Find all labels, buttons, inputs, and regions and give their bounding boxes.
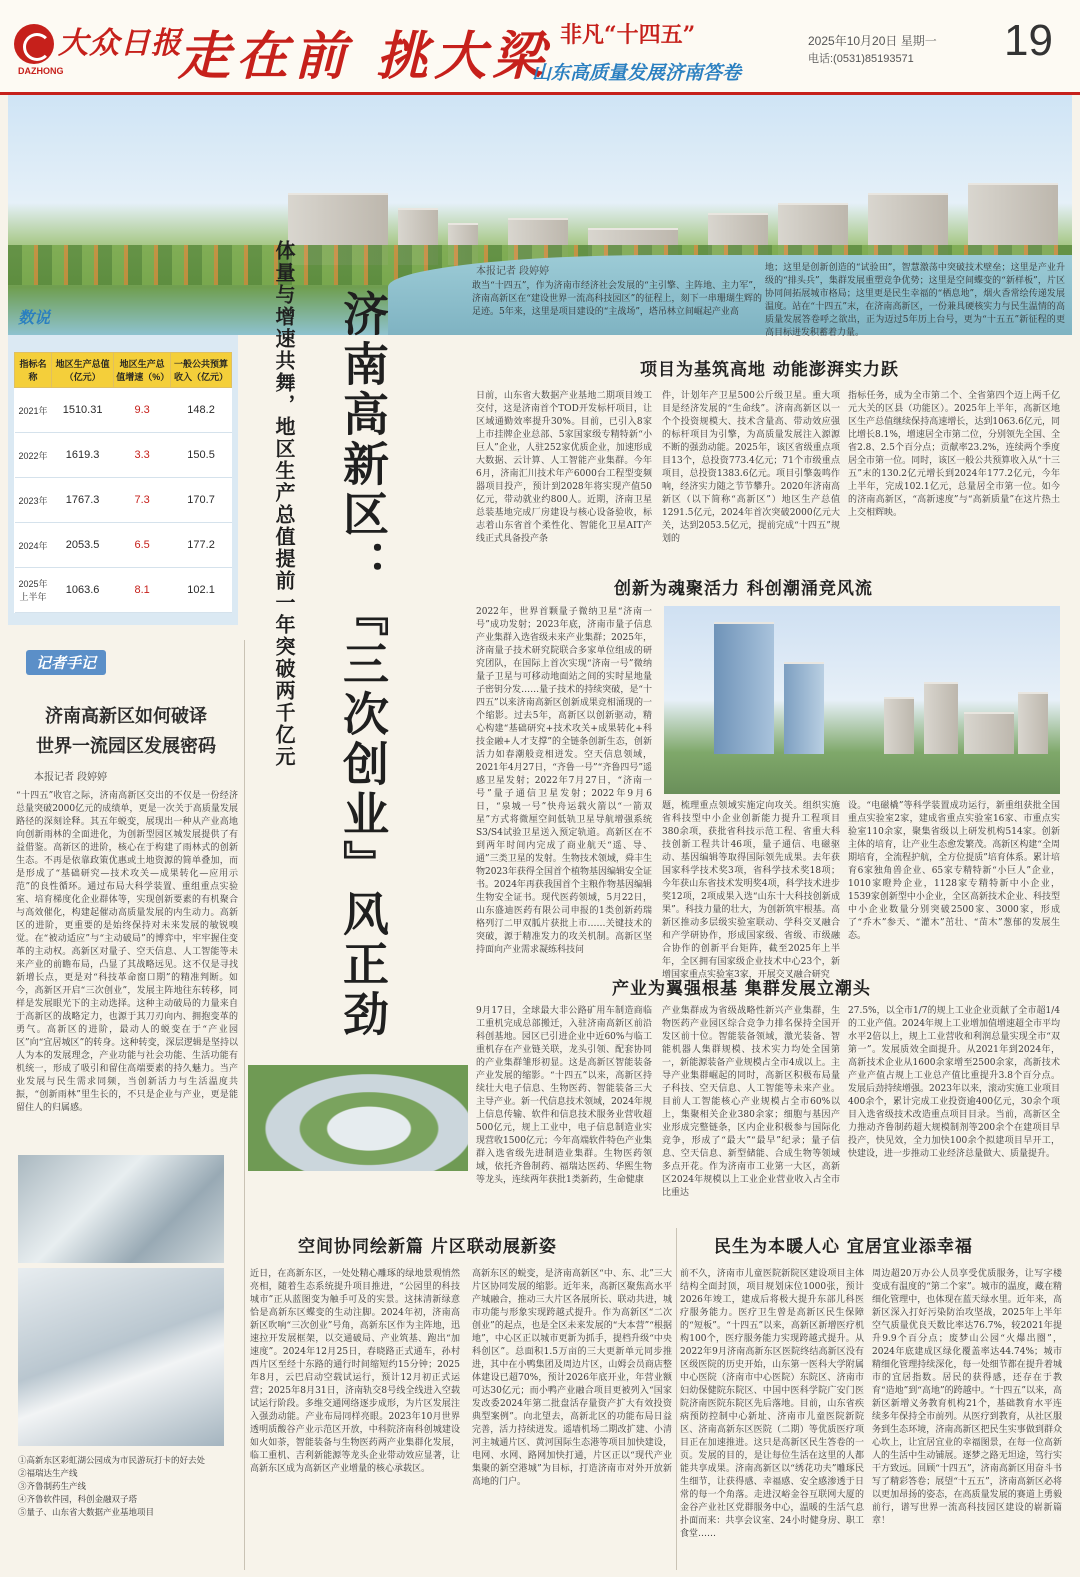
table-cell-gdp: 1510.31: [51, 388, 113, 433]
photo-tower: [964, 712, 1014, 754]
table-row: [15, 523, 232, 568]
table-cell-gdp: 1063.6: [51, 568, 113, 613]
table-row: [15, 568, 232, 613]
article-column: 27.5%，以全市1/7的规上工业企业贡献了全市超1/4的工业产值。2024年规上工业增加值增速超全市平均水平2倍以上，规上工业营收和利润总量实现全市“双第一”。发展质效全面提升。从2021年到2024年，高新技术企业从1600余家增至2500余家，高新技术产业产值占规上工业总产值比重提升3.8个百分点。发展后劲持续增强。2023年以来，滚动实施工业项目400余个，累计完成工业投资逾400亿元，30余个项目入选省级技术改造重点项目目录。当前，高新区全力推动齐鲁制药超大规模制剂等200余个在建项目早投产，快见效，全力加快100余个拟建项目早开工，快建设，进一步推动工业经济总量做大、质量提升。: [848, 1006, 1060, 1159]
table-cell-year: 2025年上半年: [15, 568, 52, 613]
table-cell-gdp: 1767.3: [51, 478, 113, 523]
photo-captions: [18, 1455, 238, 1520]
lead-paragraph: 地；这里是创新创造的“试验田”，智慧激荡中突破技术壁垒；这里是产业升级的“排头兵”，集群发展重塑竞争优势；这里是空间蝶变的“新样板”，片区协同间拓展城市格局；这里更是民生幸福的“栖息地”，烟火香常绘传递发展温度。站在“十四五”末，在济南高新区，一份兼具硬核实力与民生温情的高质量发展答卷呼之欲出，正为迈过5年历上台号，更为“十五五”新征程的更高目标迸发积蓄着力量。: [765, 263, 1065, 338]
article-column: 9月17日，全球最大非公路矿用车制造商临工重机完成总部搬迁，入驻济南高新区前沿科创基地。园区已引进企业中近60%与临工重机存在产业链关联，龙头引领、配套协同的产业集群雏形初显。这是高新区智能装备产业发展的缩影。“十四五”以来，高新区持续壮大电子信息、生物医药、智能装备三大主导产业。新一代信息技术领域，2024年规上信息传输、软件和信息技术服务业营收超500亿元，规上工业中，电子信息制造业实现营收1500亿元；今年高端软件特色产业集群入选省级先进制造业集群。生物医药领域，依托齐鲁制药、福瑞达医药、华熙生物等龙头，连续两年获批1类新药，生命健康: [476, 1006, 652, 1185]
table-cell-gdp: 1619.3: [51, 433, 113, 478]
article-column: 周边超20万办公人员享受优质服务，让写字楼变成有温度的“第二个家”。城市的温度，藏在精细化管理中，也体现在蓝天绿水里。近年来，高新区深入打好污染防治攻坚战，2025年上半年空气质量优良天数比率达76.7%，较2021年提升9.9个百分点；废梦山公园“火爆出圈”，2024年底建成区绿化覆盖率达44.74%；城市精细化管理持续深化，每一处细节都在提升着城市的宜居指数。居民的获得感，还存在于教育“造地”到“高地”的跨越中。“十四五”以来，高新区新增义务教育机构21个，基础教育水平连续多年保持全市前列。从医疗到教育，从社区服务到生态环境，济南高新区把民生实事做到群众心坎上，让宜居宜业的幸福图景，在每一位高新人的生活中生动铺展。逐梦之路无坦途，笃行实干方致远。回顾“十四五”，济南高新区用奋斗书写了精彩答卷；展望“十五五”，济南高新区必将以更加昂扬的姿态，在高质量发展的赛道上勇毅前行，谱写世界一流高科技园区建设的崭新篇章！: [872, 1269, 1062, 1526]
table-cell-revenue: 102.1: [171, 568, 232, 613]
photo-tower: [1018, 692, 1048, 754]
table-header-cell: 地区生产总值（亿元）: [51, 353, 113, 388]
newspaper-logo-icon: [14, 24, 54, 64]
article-column: 2022年，世界首颗量子微纳卫星“济南一号”成功发射；2023年底，济南市量子信息产业集群入选省级未来产业集群；2025年，济南量子技术研究院联合多家单位组成的研究团队，在国际上首次实现“济南一号”微纳量子卫星与可移动地面站之间的实时星地量子密钥分发……量子技术的持续突破，是“十四五”以来济南高新区创新成果竞相涌现的一个缩影。过去5年，高新区以创新驱动，精心构建“基础研究+技术攻关+成果转化+科技金融+人才支撑”的全链条创新生态，创新活力如春潮般竞相迸发。空天信息领域，2021年4月27日，“齐鲁一号”“齐鲁四号”遥感卫星发射；2022年7月27日，“济南一号”量子通信卫星发射；2022年9月6日，“泉城一号”快舟运载火箭以“一箭双星”方式将微厘空间低轨卫星导航增强系统S3/S4试验卫星送入预定轨道。高新区在不到两年时间内完成了商业航天“遥、导、通”三类卫星的发射。生物技术领域，舜丰生物2023年获得全国首个植物基因编辑安全证书。2024年再获我国首个主粮作物基因编辑生物安全证书。现代医药领域，5月22日，山东盛迪医药有限公司申报的1类创新药瑞格列汀二甲双胍片获批上市……关键技术的突破，源于精准发力的攻关机制。高新区坚持面向产业需求凝练科技问: [476, 607, 652, 955]
photo-caption: ①高新东区彩虹湖公园成为市民游玩打卡的好去处: [18, 1456, 206, 1466]
photo-tower: [784, 662, 824, 754]
reporter-note-tag: 记者手记: [26, 650, 106, 675]
column-rule: [244, 640, 245, 1570]
article-column: 日前，山东省大数据产业基地二期项目竣工交付，这是济南首个TOD开发标杆项目，让区域通勤效率提升30%。目前，已引入8家上市挂牌企业总部、5家国家级专精特新“小巨人”企业，人驻252家优质企业，加速形成大数据、云计算、人工智能产业集群。今年6月，济南汇川技术年产6000台工程型变频器项目投产，预计到2028年将实现产值50亿元，带动就业约800人。近期，济南卫星总装基地完成厂房建设与核心设备验收，标志着山东省首个柔性化、智能化卫星AIT产线正式具备投产条: [476, 391, 652, 544]
photo-caption: ②福瑞达生产线: [18, 1469, 78, 1479]
note-title-line: 世界一流园区发展密码: [36, 736, 216, 757]
table-cell-revenue: 148.2: [171, 388, 232, 433]
photo-tower: [924, 682, 958, 754]
table-header-cell: 一般公共预算收入（亿元）: [171, 353, 232, 388]
newspaper-name: 大众日报: [58, 26, 182, 61]
article-column: 件，计划年产卫星500公斤级卫星。重大项目是经济发展的“生命线”。济南高新区以一个个投资规模大、技术含量高、带动效应强的标杆项目为引擎，为高质量发展注入源源不断的强劲动能。2025年，该区省级重点项目13个，总投资773.4亿元；71个市级重点项目，总投资1383.6亿元。项目引擎轰鸣作响，经济实力随之节节攀升。2020年济南高新区（以下简称“高新区”）地区生产总值1291.5亿元，2024年首次突破2000亿元大关，达到2053.5亿元，提前完成“十四五”规划的: [662, 391, 840, 544]
page-slogan: 走在前 挑大梁: [178, 26, 551, 87]
note-body: “十四五”收官之际，济南高新区交出的不仅是一份经济总量突破2000亿元的成绩单，更是一次关于高质量发展路径的深刻诠释。其五年蜕变，展现出一种从产业高地向创新雨林的全面进化，为创新型园区城发展提供了有益借鉴。高新区的进阶，核心在于构建了雨林式的创新生态。不再是依靠政策优惠或土地资源的简单叠加，而是形成了“基础研究—技术攻关—成果转化—应用示范”的良性循环。通过布局大科学装置、重组重点实验室、培育梯度化企业群体等，实现创新要素的有机聚合与高效催化，构建起催动高质量发展的内生动力。高新区的进阶，更重要的是始终保持对未来发展的敏锐嗅觉。在“被动适应”与“主动破局”的博弈中，牢牢握住变革的主动权。高新区对量子、空天信息、人工智能等未来产业的前瞻布局，凸显了其战略远见。这不仅是寻找新增长点，更是对“科技革命窗口期”的精准判断。如今，高新区开启“三次创业”，发展主阵地往东转移，同样是发展眼光下的主动选择。这种主动破局的力量来自于高新区的战略定力，也源于其刀刃向内、拥抱变革的勇气。高新区的进阶，最动人的蜕变在于“产业园区”向“宜居城区”的转身。这种转变，深层逻辑是坚持以人为本的发展理念，产业功能与社会功能、生活功能有机统一，形成了吸引和留住高端要素的持久魅力。当产业发展与民生需求同频，当创新活力与生活温度共振，“创新雨林”里生长的，不只是企业与产业，更是能留住人的归属感。: [16, 791, 238, 1113]
page-number: 19: [1004, 16, 1053, 65]
table-cell-growth: 9.3: [114, 388, 171, 433]
table-cell-growth: 8.1: [114, 568, 171, 613]
article-column: 设。“电磁橇”等科学装置成功运行，新重组获批全国重点实验室2家，建成省重点实验室16家、市重点实验室110余家，聚集省级以上研发机构514家。创新主体的培育，让产业生态愈发繁茂。高新区构建“全周期培育，全流程护航，全方位提质”培育体系。累计培育6家独角兽企业、65家专精特新“小巨人”企业，1010家瞪羚企业，1128家专精特新中小企业，1539家创新型中小企业，全区高新技术企业、科技型中小企业数量分别突破2500家、3000家，形成了“乔木”参天、“灌木”茁壮、“苗木”葱郁的发展生态。: [848, 801, 1060, 941]
article-column: 高新东区的蜕变，是济南高新区“中、东、北”三大片区协同发展的缩影。近年来，高新区聚焦高水平产城融合，推动三大片区各展所长、联动共进，城市功能与形象实现跨越式提升。作为高新区“二次创业”的起点，也是全区未来发展的“大本营”“根据地”，中心区正以城市更新为抓手，提档升级“中央科创区”。总面积1.5万亩的三大更新单元同步推进，其中在小鸭集团及周边片区，山姆会员商店整体建设已超70%，预计2026年底开业，年营业额可达30亿元；而小鸭产业融合项目更被列入“国家发改委2024年第二批盘活存量资产扩大有效投资典型案例”。向北望去，高新北区的功能布局日益完善，活力持续迸发。遥墙机场二期改扩建、小清河主城通片区、黄河国际生态港等项目加快建设，电网、水网、路网加快打通，片区正以“现代产业集聚的新空港城”为目标，打造济南市对外开放新高地的门户。: [472, 1269, 672, 1487]
note-byline: 本报记者 段婷婷: [34, 772, 108, 783]
series-subtitle: 山东高质量发展济南答卷: [532, 62, 742, 84]
table-cell-year: 2023年: [15, 478, 52, 523]
section-heading: 民生为本暖人心 宜居宜业添幸福: [714, 1237, 973, 1257]
data-table: [14, 352, 232, 613]
article-column: 前不久，济南市儿童医院新院区建设项目主体结构全面封顶，项目规划床位1000张，预计2026年竣工，建成后将极大提升东部儿科医疗服务能力。医疗卫生曾是高新区民生保障的“短板”。“十四五”以来，高新区新增医疗机构100个，医疗服务能力实现跨越式提升。从2022年9月济南高新东区医院终结高新区没有区级医院的历史开始，山东第一医科大学附属中心医院（济南市中心医院）东院区、济南市妇幼保健院东院区、中国中医科学院广安门医院济南医院东院区先后落地。目前，山东省疾病预防控制中心新址、济南市儿童医院新院区、济南高新东区医院（二期）等优质医疗项目正在加速推进。这只是高新区民生答卷的一页。发展的目的，是让每位生活在这里的人都能共享成果。济南高新区以“绣花功夫”雕琢民生细节，让获得感、幸福感、安全感渗透于日常的每一个角落。走进汉峪金谷互联网大厦的金谷产业社区党群服务中心，温暖的生活气息扑面而来：共享会议室、24小时健身房、职工食堂……: [680, 1269, 864, 1539]
table-row: [15, 388, 232, 433]
table-cell-year: 2024年: [15, 523, 52, 568]
table-row: [15, 433, 232, 478]
table-cell-growth: 3.3: [114, 433, 171, 478]
photo-caption: ③齐鲁制药生产线: [18, 1482, 87, 1492]
science-park-photo: [664, 606, 1060, 794]
table-cell-growth: 6.5: [114, 523, 171, 568]
table-cell-growth: 7.3: [114, 478, 171, 523]
table-cell-year: 2021年: [15, 388, 52, 433]
pharma-lab-photo: [18, 1268, 224, 1446]
table-header-row: [15, 353, 232, 388]
table-row: [15, 478, 232, 523]
section-heading: 项目为基筑高地 动能澎湃实力跃: [640, 360, 899, 380]
issue-date: 2025年10月20日 星期一: [808, 34, 937, 48]
section-heading: 创新为魂聚活力 科创潮涌竞风流: [614, 579, 873, 599]
table-cell-year: 2022年: [15, 433, 52, 478]
article-column: 产业集群成为省级战略性新兴产业集群，生物医药产业园区综合竞争力排名保持全国开发区前十位。智能装备领域，激光装备、智能机器人集群规模、技术实力均处全国第一，新能源装备产业规模占全市4成以上。主导产业集群崛起的同时，高新区积极布局量子科技、空天信息、人工智能等未来产业。目前人工智能核心产业规模占全市60%以上，集聚相关企业380余家；细胞与基因产业形成完整链条，区内企业积极参与国际化竞争，形成了“最大”“最早”纪录；量子信息、空天信息、新型储能、合成生物等领域多点开花。作为济南市工业第一大区，高新区2024年规模以上工业企业营业收入占全市比重达: [662, 1006, 840, 1198]
reporter-note-title: [12, 702, 240, 762]
lead-paragraph: 敢当“十四五”，作为济南市经济社会发展的“主引擎、主阵地、主力军”，济南高新区在“建设世界一流高科技园区”的征程上，刻下一串珊瑚生辉的足迹。5年来，这里是项目建设的“主战场”，塔吊林立间崛起产业高: [472, 281, 762, 317]
data-panel-tag: 数说: [18, 308, 51, 327]
section-heading: 产业为翼强根基 集群发展立潮头: [612, 979, 871, 999]
article-column: 指标任务，成为全市第二个、全省第四个迈上两千亿元大关的区县（功能区）。2025年上半年，高新区地区生产总值继续保持高速增长，达到1063.6亿元，同比增长8.1%，增速居全市第二位，分别领先全国、全省2.8、2.5个百分点；贡献率23.2%，连续两个季度居全市第一位。同时，该区一般公共预算收入从“十三五”末的130.2亿元增长到2024年177.2亿元，今年上半年，完成102.1亿元，总量居全市第一位。如今的济南高新区，“高新速度”与“高新质量”在这片热土上交相辉映。: [848, 391, 1060, 518]
production-line-photo: [18, 1155, 224, 1263]
photo-tower: [884, 697, 914, 754]
table-header-cell: 地区生产总值增速（%）: [114, 353, 171, 388]
section-heading: 空间协同绘新篇 片区联动展新姿: [298, 1237, 557, 1257]
table-cell-revenue: 150.5: [171, 433, 232, 478]
article-column: 近日，在高新东区，一处处精心雕琢的绿地景观悄然亮相，随着生态系统提升项目推进，“公园里的科技城市”正从蓝图变为触手可及的实景。这抹清新绿意恰是高新东区蝶变的生动注脚。2024年初，济南高新区吹响“三次创业”号角，高新东区作为主阵地，迅速拉开发展框架，以交通破局、产业筑基、跑出“加速度”。2024年12月25日，春晓路正式通车，孙村西片区至经十东路的通行时间缩短约15分钟；2025年8月，云巴启动空载试运行，预计12月初正式运营；2025年8月31日，济南轨交8号线全线进入空载试运行阶段。多维交通网络逐步成形，为片区发展注入强劲动能。产业布局同样亮眼。2023年10月世界透明质酸谷产业示范区开放，中科院济南科创城建设如火如荼，智能装备与生物医药两产业集群化发展，临工重机、吉利新能源等龙头企业带动效应显著，让高新东区成为高新区产业增量的核心承载区。: [250, 1269, 460, 1474]
software-park-aerial-photo: [248, 1065, 468, 1171]
article-column: 题，梳理重点领域实施定向攻关。组织实施省科技型中小企业创新能力提升工程项目380余项，获批省科技示范工程、省重大科技创新工程共计46项，量子通信、电磁驱动、基因编辑等取得国际领先成果。去年获国家科学技术奖3项，省科学技术奖18项；今年获山东省技术发明奖4项，科学技术进步奖12项，2项成果入选“山东十大科技创新成果”。科技力量的壮大，为创新筑牢根基。高新区推动多层级实验室联动、学科交叉融合和产学研协作，形成国家级、省级、市级融合协作的创新平台矩阵，截至2025年上半年，全区拥有国家级企业技术中心23个，新增国家重点实验室3家，开展交叉融合研究: [662, 801, 840, 980]
photo-caption: ⑤量子、山东省大数据产业基地项目: [18, 1508, 155, 1518]
table-cell-revenue: 170.7: [171, 478, 232, 523]
photo-caption: ④齐鲁软件园，科创金融双子塔: [18, 1495, 138, 1505]
table-cell-revenue: 177.2: [171, 523, 232, 568]
newspaper-english-name: DAZHONG: [18, 66, 64, 76]
photo-tower: [714, 622, 774, 754]
main-byline: 本报记者 段婷婷: [476, 266, 550, 277]
series-title: 非凡“十四五”: [560, 22, 696, 48]
main-headline: 济南高新区：『三次创业』风正劲: [336, 290, 390, 1040]
table-cell-gdp: 2053.5: [51, 523, 113, 568]
note-title-line: 济南高新区如何破译: [45, 706, 207, 727]
sub-headline: 体量与增速共舞，地区生产总值提前一年突破两千亿元: [272, 240, 296, 768]
editor-phone: 电话:(0531)85193571: [808, 53, 914, 65]
column-rule: [676, 1228, 677, 1570]
table-header-cell: 指标名称: [15, 353, 52, 388]
